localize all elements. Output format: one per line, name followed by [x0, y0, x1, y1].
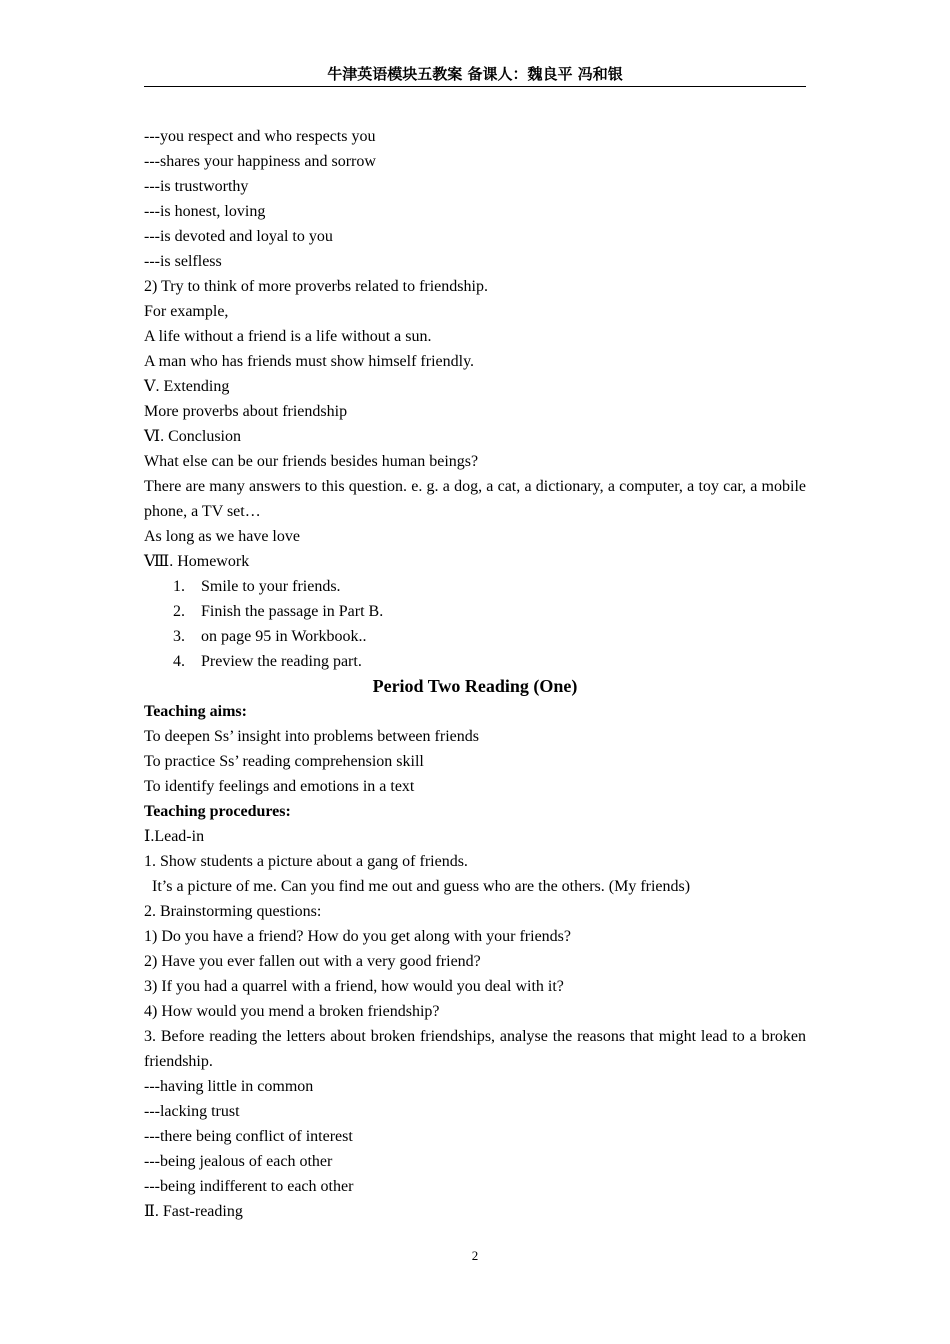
extending-heading: Ⅴ. Extending — [144, 378, 230, 395]
step-two: 2. Brainstorming questions: — [144, 903, 322, 920]
conclusion-heading: Ⅵ. Conclusion — [144, 428, 241, 445]
teaching-aim: To practice Ss’ reading comprehension skill — [144, 753, 424, 770]
conclusion-question: What else can be our friends besides human beings? — [144, 453, 479, 470]
homework-item-number: 2. — [173, 603, 185, 620]
homework-item-number: 3. — [173, 628, 185, 645]
teaching-procedures-label: Teaching procedures: — [144, 803, 291, 820]
proverb-item: A man who has friends must show himself friendly. — [144, 353, 475, 370]
homework-item-text: Finish the passage in Part B. — [201, 603, 384, 620]
reason-item: ---having little in common — [144, 1078, 314, 1095]
proverbs-intro: For example, — [144, 303, 229, 320]
reason-item: ---being jealous of each other — [144, 1153, 333, 1170]
step-one-detail: It’s a picture of me. Can you find me out and guess who are the others. (My friends) — [152, 878, 691, 895]
lead-in-heading: Ⅰ.Lead-in — [144, 828, 205, 845]
friend-trait: ---is honest, loving — [144, 203, 266, 220]
brainstorm-question: 2) Have you ever fallen out with a very good friend? — [144, 953, 481, 970]
homework-item-text: Smile to your friends. — [201, 578, 341, 595]
extending-text: More proverbs about friendship — [144, 403, 348, 420]
homework-item-text: Preview the reading part. — [201, 653, 362, 670]
conclusion-closing: As long as we have love — [144, 528, 300, 545]
proverb-item: A life without a friend is a life without a sun. — [144, 328, 432, 345]
page-number: 2 — [471, 1248, 479, 1263]
homework-item — [144, 624, 806, 649]
fast-reading-heading: Ⅱ. Fast-reading — [144, 1203, 243, 1220]
homework-item — [144, 599, 806, 624]
document-body — [144, 124, 806, 1224]
conclusion-answer: There are many answers to this question. e. g. a dog, a cat, a dictionary, a computer, a toy car, a mobile phone, a TV set… — [144, 478, 806, 520]
reason-item: ---being indifferent to each other — [144, 1178, 354, 1195]
friend-trait: ---is trustworthy — [144, 178, 249, 195]
friend-trait: ---shares your happiness and sorrow — [144, 153, 376, 170]
teaching-aims-label: Teaching aims: — [144, 703, 247, 720]
period-title: Period Two Reading (One) — [372, 676, 578, 696]
step-one: 1. Show students a picture about a gang of friends. — [144, 853, 468, 870]
homework-item-number: 4. — [173, 653, 185, 670]
homework-item-number: 1. — [173, 578, 185, 595]
homework-item — [144, 574, 806, 599]
proverbs-task: 2) Try to think of more proverbs related to friendship. — [144, 278, 488, 295]
homework-item-text: on page 95 in Workbook.. — [201, 628, 367, 645]
homework-item — [144, 649, 806, 674]
page-header: 牛津英语模块五教案 备课人：魏良平 冯和银 — [327, 65, 623, 83]
reason-item: ---lacking trust — [144, 1103, 240, 1120]
brainstorm-question: 3) If you had a quarrel with a friend, how would you deal with it? — [144, 978, 564, 995]
friend-trait: ---you respect and who respects you — [144, 128, 376, 145]
step-three: 3. Before reading the letters about broken friendships, analyse the reasons that might lead to a broken friendship. — [144, 1028, 806, 1070]
reason-item: ---there being conflict of interest — [144, 1128, 353, 1145]
friend-trait: ---is devoted and loyal to you — [144, 228, 333, 245]
friend-trait: ---is selfless — [144, 253, 222, 270]
header-rule — [144, 86, 806, 87]
brainstorm-question: 4) How would you mend a broken friendship? — [144, 1003, 440, 1020]
teaching-aim: To deepen Ss’ insight into problems between friends — [144, 728, 479, 745]
homework-heading: Ⅷ. Homework — [144, 553, 250, 570]
brainstorm-question: 1) Do you have a friend? How do you get along with your friends? — [144, 928, 571, 945]
teaching-aim: To identify feelings and emotions in a text — [144, 778, 415, 795]
